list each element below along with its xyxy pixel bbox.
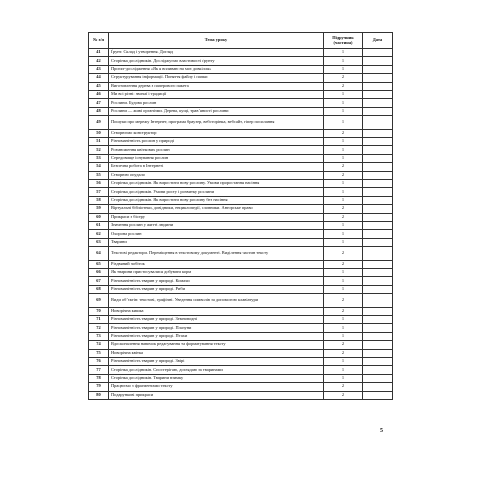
row-number: 77 xyxy=(89,366,109,374)
row-date xyxy=(363,391,393,399)
table-row xyxy=(89,349,393,357)
table-row xyxy=(89,205,393,213)
table-row xyxy=(89,230,393,238)
table-row xyxy=(89,277,393,285)
row-topic: Прикраси з бісеру xyxy=(109,213,324,221)
row-number: 44 xyxy=(89,74,109,82)
row-number: 52 xyxy=(89,146,109,154)
row-number: 67 xyxy=(89,277,109,285)
row-topic: Сторінка дослідників. Як виростити нову рослину. Умови проростання насіння xyxy=(109,179,324,187)
row-topic: Створюємо конструктор xyxy=(109,129,324,137)
row-date xyxy=(363,99,393,107)
row-textbook-part: 1 xyxy=(324,49,363,57)
row-number: 64 xyxy=(89,247,109,261)
row-textbook-part: 1 xyxy=(324,316,363,324)
row-topic: Новорічна квітка xyxy=(109,349,324,357)
row-topic: Значення рослин у житті людини xyxy=(109,221,324,229)
row-topic: Середовище існування рослин xyxy=(109,154,324,162)
row-textbook-part: 2 xyxy=(324,82,363,90)
header-date: Дата xyxy=(363,33,393,49)
row-topic: Структурування інформації. Поняття файлу і папки xyxy=(109,74,324,82)
header-number: № з/п xyxy=(89,33,109,49)
row-number: 72 xyxy=(89,324,109,332)
row-number: 80 xyxy=(89,391,109,399)
row-number: 47 xyxy=(89,99,109,107)
row-textbook-part: 1 xyxy=(324,230,363,238)
row-topic: Різноманітність тварин у природі. Риби xyxy=(109,285,324,293)
table-row xyxy=(89,260,393,268)
row-textbook-part: 2 xyxy=(324,247,363,261)
row-textbook-part: 1 xyxy=(324,179,363,187)
row-date xyxy=(363,116,393,130)
row-topic: Різдвяний чобіток xyxy=(109,260,324,268)
row-date xyxy=(363,285,393,293)
row-topic: Різноманітність рослин у природі xyxy=(109,138,324,146)
table-row xyxy=(89,268,393,276)
row-textbook-part: 2 xyxy=(324,205,363,213)
row-number: 78 xyxy=(89,374,109,382)
row-textbook-part: 1 xyxy=(324,188,363,196)
table-row xyxy=(89,391,393,399)
row-textbook-part: 2 xyxy=(324,294,363,308)
row-topic: Розмноження квіткових рослин xyxy=(109,146,324,154)
row-number: 66 xyxy=(89,268,109,276)
row-topic: Ґрунт. Склад і утворення. Догляд xyxy=(109,49,324,57)
row-date xyxy=(363,247,393,261)
table-row xyxy=(89,358,393,366)
page-number: 5 xyxy=(380,428,383,434)
table-row xyxy=(89,383,393,391)
row-number: 57 xyxy=(89,188,109,196)
row-number: 75 xyxy=(89,349,109,357)
table-row xyxy=(89,65,393,73)
row-topic: Текстові редактори. Переміщення в текстовому документі. Виділення частин тексту xyxy=(109,247,324,261)
row-textbook-part: 1 xyxy=(324,138,363,146)
row-number: 59 xyxy=(89,205,109,213)
row-date xyxy=(363,260,393,268)
row-date xyxy=(363,213,393,221)
row-number: 48 xyxy=(89,107,109,115)
row-number: 53 xyxy=(89,154,109,162)
table-row xyxy=(89,366,393,374)
table-row xyxy=(89,221,393,229)
row-topic: Тварини xyxy=(109,238,324,246)
row-topic: Сторінка дослідників. Як виростити нову рослину без насіння xyxy=(109,196,324,204)
row-textbook-part: 1 xyxy=(324,332,363,340)
row-textbook-part: 1 xyxy=(324,277,363,285)
table-row xyxy=(89,138,393,146)
row-date xyxy=(363,316,393,324)
row-textbook-part: 2 xyxy=(324,129,363,137)
row-textbook-part: 1 xyxy=(324,116,363,130)
row-date xyxy=(363,188,393,196)
row-topic: Різноманітність тварин у природі. Плазуни xyxy=(109,324,324,332)
row-textbook-part: 2 xyxy=(324,383,363,391)
row-topic: Сторінка дослідників. Досліджуємо властивості ґрунту xyxy=(109,57,324,65)
row-date xyxy=(363,196,393,204)
table-row xyxy=(89,163,393,171)
row-textbook-part: 2 xyxy=(324,307,363,315)
row-number: 60 xyxy=(89,213,109,221)
row-textbook-part: 1 xyxy=(324,366,363,374)
row-textbook-part: 1 xyxy=(324,154,363,162)
row-textbook-part: 2 xyxy=(324,341,363,349)
table-row xyxy=(89,74,393,82)
table-row xyxy=(89,285,393,293)
row-number: 50 xyxy=(89,129,109,137)
row-number: 46 xyxy=(89,90,109,98)
row-topic: Проєкт-дослідження «Як я впливаю на моє довкілля» xyxy=(109,65,324,73)
row-number: 61 xyxy=(89,221,109,229)
row-topic: Сторінка дослідників. Тварини взимку xyxy=(109,374,324,382)
row-topic: Сторінка дослідників. Спостерігаю, доглядаю за тваринами xyxy=(109,366,324,374)
row-textbook-part: 1 xyxy=(324,146,363,154)
row-textbook-part: 2 xyxy=(324,391,363,399)
row-number: 65 xyxy=(89,260,109,268)
table-row xyxy=(89,90,393,98)
row-textbook-part: 1 xyxy=(324,238,363,246)
row-topic: Віртуальні бібліотеки, довідники, енциклопедії, словники. Авторське право xyxy=(109,205,324,213)
table-row xyxy=(89,374,393,382)
table-row xyxy=(89,82,393,90)
table-row xyxy=(89,57,393,65)
row-date xyxy=(363,82,393,90)
row-topic: Новорічна кишка xyxy=(109,307,324,315)
row-number: 70 xyxy=(89,307,109,315)
row-date xyxy=(363,324,393,332)
row-textbook-part: 1 xyxy=(324,65,363,73)
row-textbook-part: 2 xyxy=(324,349,363,357)
row-date xyxy=(363,57,393,65)
table-row xyxy=(89,179,393,187)
table-row xyxy=(89,332,393,340)
row-number: 71 xyxy=(89,316,109,324)
row-date xyxy=(363,358,393,366)
row-number: 68 xyxy=(89,285,109,293)
table-row xyxy=(89,146,393,154)
row-textbook-part: 1 xyxy=(324,221,363,229)
row-textbook-part: 1 xyxy=(324,268,363,276)
row-topic: Створюю опудало xyxy=(109,171,324,179)
table-row xyxy=(89,294,393,308)
row-textbook-part: 1 xyxy=(324,57,363,65)
table-body xyxy=(89,49,393,400)
row-number: 76 xyxy=(89,358,109,366)
table-row xyxy=(89,99,393,107)
table-row xyxy=(89,49,393,57)
table-row xyxy=(89,341,393,349)
row-topic: Пошуки про мережу Інтернет, програма браузер, вебсторінка, вебсайт, гіпер посилання xyxy=(109,116,324,130)
row-date xyxy=(363,74,393,82)
row-date xyxy=(363,349,393,357)
row-date xyxy=(363,341,393,349)
header-textbook-part: Підручник (частина) xyxy=(324,33,363,49)
row-textbook-part: 1 xyxy=(324,374,363,382)
table-row xyxy=(89,188,393,196)
row-date xyxy=(363,179,393,187)
row-textbook-part: 1 xyxy=(324,358,363,366)
row-textbook-part: 2 xyxy=(324,260,363,268)
row-date xyxy=(363,294,393,308)
row-date xyxy=(363,366,393,374)
row-number: 41 xyxy=(89,49,109,57)
header-topic: Тема уроку xyxy=(109,33,324,49)
row-topic: Рослини. Будова рослин xyxy=(109,99,324,107)
row-number: 69 xyxy=(89,294,109,308)
row-date xyxy=(363,129,393,137)
table-row xyxy=(89,171,393,179)
row-date xyxy=(363,383,393,391)
table-row xyxy=(89,247,393,261)
row-number: 79 xyxy=(89,383,109,391)
row-topic: Охорона рослин xyxy=(109,230,324,238)
row-date xyxy=(363,230,393,238)
row-topic: Подарункові прикраси xyxy=(109,391,324,399)
row-topic: Різноманітність тварин у природі. Земноводні xyxy=(109,316,324,324)
row-textbook-part: 2 xyxy=(324,163,363,171)
row-number: 54 xyxy=(89,163,109,171)
row-textbook-part: 1 xyxy=(324,99,363,107)
table-row xyxy=(89,324,393,332)
lesson-plan-table xyxy=(88,32,393,400)
row-date xyxy=(363,163,393,171)
row-number: 55 xyxy=(89,171,109,179)
row-number: 42 xyxy=(89,57,109,65)
table-row xyxy=(89,238,393,246)
row-textbook-part: 2 xyxy=(324,213,363,221)
row-textbook-part: 1 xyxy=(324,285,363,293)
table-row xyxy=(89,116,393,130)
row-topic: Різноманітність тварин у природі. Птахи xyxy=(109,332,324,340)
row-topic: Працюємо з фрагментами тексту xyxy=(109,383,324,391)
row-date xyxy=(363,146,393,154)
row-date xyxy=(363,268,393,276)
row-topic: Сторінка дослідників. Умови росту і розвитку рослини xyxy=(109,188,324,196)
row-date xyxy=(363,171,393,179)
row-number: 58 xyxy=(89,196,109,204)
row-date xyxy=(363,238,393,246)
row-number: 51 xyxy=(89,138,109,146)
row-date xyxy=(363,90,393,98)
row-topic: Види об’єктів: текстові, графічні. Уведення символів за допомогою клавіатури xyxy=(109,294,324,308)
row-textbook-part: 1 xyxy=(324,107,363,115)
row-date xyxy=(363,65,393,73)
row-topic: Безпечна робота в Інтернеті xyxy=(109,163,324,171)
row-date xyxy=(363,374,393,382)
row-topic: Виготовлення дерева з паперового пакета xyxy=(109,82,324,90)
row-date xyxy=(363,205,393,213)
row-number: 43 xyxy=(89,65,109,73)
table-row xyxy=(89,213,393,221)
row-number: 63 xyxy=(89,238,109,246)
row-date xyxy=(363,49,393,57)
table-row xyxy=(89,154,393,162)
row-number: 56 xyxy=(89,179,109,187)
table-row xyxy=(89,196,393,204)
row-date xyxy=(363,307,393,315)
row-number: 62 xyxy=(89,230,109,238)
row-textbook-part: 2 xyxy=(324,171,363,179)
table-row xyxy=(89,129,393,137)
row-date xyxy=(363,154,393,162)
row-date xyxy=(363,277,393,285)
row-number: 45 xyxy=(89,82,109,90)
row-topic: Як тварини пристосувалися добувати корм xyxy=(109,268,324,276)
row-number: 49 xyxy=(89,116,109,130)
row-textbook-part: 1 xyxy=(324,90,363,98)
row-topic: Різноманітність тварин у природі. Комахи xyxy=(109,277,324,285)
row-date xyxy=(363,138,393,146)
row-topic: Різноманітність тварин у природі. Звірі xyxy=(109,358,324,366)
table-row xyxy=(89,107,393,115)
row-date xyxy=(363,332,393,340)
table-row xyxy=(89,316,393,324)
row-topic: Ми всі різні: звичаї і традиції xyxy=(109,90,324,98)
row-textbook-part: 2 xyxy=(324,74,363,82)
row-topic: Вдосконалення навичок редагування та форматування тексту xyxy=(109,341,324,349)
row-number: 74 xyxy=(89,341,109,349)
row-textbook-part: 1 xyxy=(324,324,363,332)
table-header-row xyxy=(89,33,393,49)
row-date xyxy=(363,107,393,115)
row-topic: Рослини — живі організми. Дерева, кущі, трав’янисті рослини xyxy=(109,107,324,115)
table-row xyxy=(89,307,393,315)
row-textbook-part: 1 xyxy=(324,196,363,204)
row-number: 73 xyxy=(89,332,109,340)
row-date xyxy=(363,221,393,229)
